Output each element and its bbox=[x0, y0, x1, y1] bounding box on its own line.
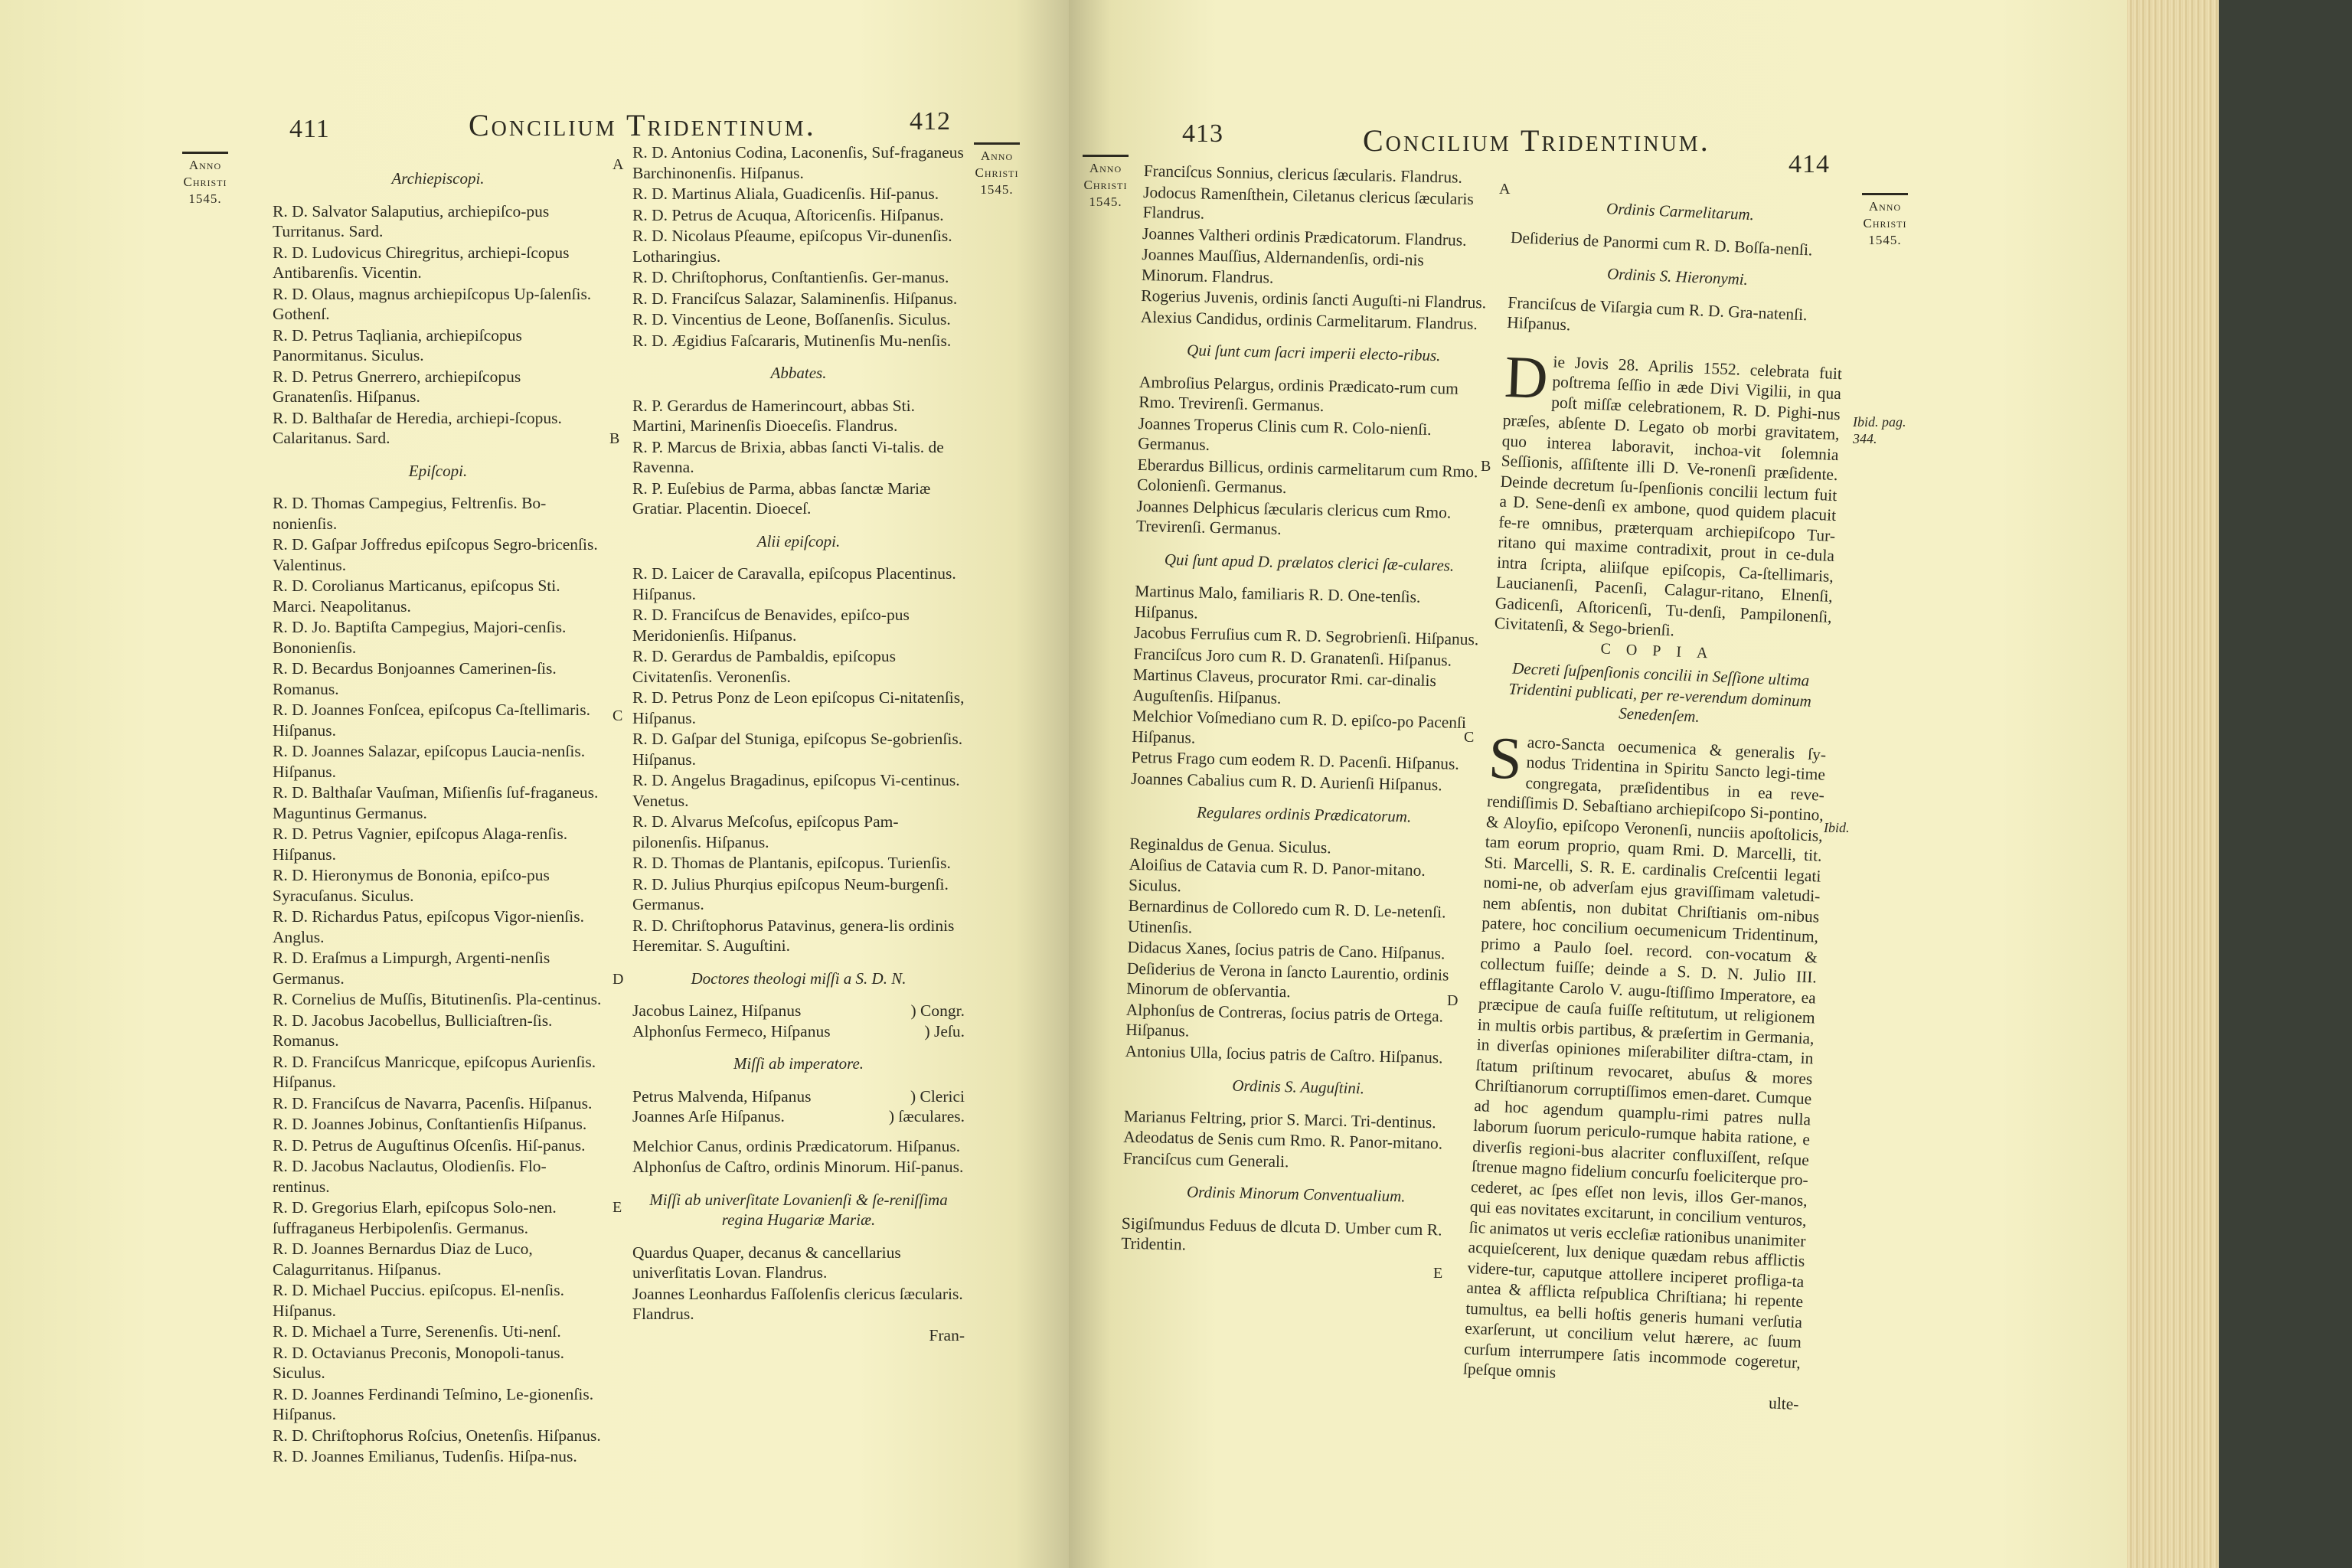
margin-anno: Anno bbox=[188, 158, 222, 172]
drop-cap: D bbox=[1503, 342, 1550, 411]
heading-hieronymi: Ordinis S. Hieronymi. bbox=[1606, 264, 1749, 289]
list-item: Melchior Voſmediano cum R. D. epiſco-po Pacenſi Hiſpanus. bbox=[1132, 706, 1467, 747]
list-item: Adeodatus de Senis cum Rmo. R. Panor-mitano. bbox=[1123, 1127, 1443, 1153]
name-text: Jacobus Lainez, Hiſpanus bbox=[632, 1001, 802, 1020]
list-item: Jodocus Ramenſthein, Ciletanus clericus ſæcularis Flandrus. bbox=[1142, 182, 1475, 223]
list-item: R. D. Corolianus Marticanus, epiſcopus Sti. Marci. Neapolitanus. bbox=[273, 577, 560, 616]
book-binding bbox=[2219, 0, 2352, 1568]
heading-doctores: Doctores theologi miſſi a S. D. N. bbox=[691, 969, 906, 988]
margin-letter-e: E bbox=[1433, 1265, 1443, 1282]
list-item: R. D. Franciſcus Salazar, Salaminenſis. Hiſpanus. bbox=[632, 289, 958, 308]
list-item: Ambroſius Pelargus, ordinis Prædicato-rum cum Rmo. Trevirenſi. Germanus. bbox=[1138, 372, 1459, 415]
margin-letter-d: D bbox=[1447, 992, 1459, 1009]
margin-rule bbox=[1862, 193, 1908, 195]
margin-year-value: 1545. bbox=[980, 182, 1014, 197]
list-item: R. D. Michael Puccius. epiſcopus. El-nenſis. Hiſpanus. bbox=[273, 1281, 564, 1320]
list-item: Martinus Claveus, procurator Rmi. car-dinalis Auguſtenſis. Hiſpanus. bbox=[1132, 665, 1437, 707]
list-item: R. D. Vincentius de Leone, Boſſanenſis. Siculus. bbox=[632, 310, 951, 328]
list-item: Alphonſus de Contreras, ſocius patris de Ortega. Hiſpanus. bbox=[1125, 1000, 1444, 1040]
list-item: R. D. Balthaſar de Heredia, archiepi-ſcopus. Calaritanus. Sard. bbox=[273, 408, 562, 447]
list-item: R. D. Chriſtophorus Roſcius, Onetenſis. Hiſpanus. bbox=[273, 1426, 601, 1445]
heading-missi-imperatore: Miſſi ab imperatore. bbox=[733, 1054, 864, 1073]
list-item: Aloiſius de Catavia cum R. D. Panor-mitano. Siculus. bbox=[1128, 854, 1426, 895]
sacro-paragraph bbox=[1462, 723, 1827, 1393]
list-item: R. D. Octavianus Preconis, Monopoli-tanus. Siculus. bbox=[273, 1343, 564, 1382]
margin-rule bbox=[1083, 155, 1129, 157]
margin-christi: Christi bbox=[1083, 178, 1128, 192]
list-item: R. D. Petrus Vagnier, epiſcopus Alaga-renſis. Hiſpanus. bbox=[273, 825, 568, 864]
margin-letter-c: C bbox=[1464, 729, 1475, 746]
margin-year-value: 1545. bbox=[1868, 233, 1902, 247]
list-item: Rogerius Juvenis, ordinis ſancti Auguſti-ni Flandrus. bbox=[1141, 286, 1487, 312]
heading-archiepiscopi: Archiepiscopi. bbox=[391, 169, 485, 188]
decree-paragraph bbox=[1494, 342, 1843, 647]
name-text: Alphonſus Fermeco, Hiſpanus bbox=[632, 1021, 831, 1040]
list-item: R. P. Euſebius de Parma, abbas ſanctæ Mariæ Gratiar. Placentin. Dioeceſ. bbox=[632, 479, 931, 518]
list-item: Didacus Xanes, ſocius patris de Cano. Hiſpanus. bbox=[1127, 937, 1446, 963]
list-item: Joannes Valtheri ordinis Prædicatorum. Flandrus. bbox=[1142, 224, 1467, 250]
list-item: R. D. Michael a Turre, Serenenſis. Uti-nenſ. bbox=[273, 1322, 561, 1341]
heading-regulares: Regulares ordinis Prædicatorum. bbox=[1196, 802, 1412, 826]
list-item: R. D. Petrus Gnerrero, archiepiſcopus Granatenſis. Hiſpanus. bbox=[273, 367, 521, 406]
heading-conventualium: Ordinis Minorum Conventualium. bbox=[1186, 1182, 1406, 1206]
margin-rule bbox=[182, 152, 228, 154]
margin-year-inner bbox=[974, 142, 1020, 198]
margin-ibid-note: Ibid. bbox=[1824, 820, 1850, 835]
list-item: R. D. Hieronymus de Bononia, epiſco-pus Syracuſanus. Siculus. bbox=[273, 866, 550, 905]
list-item: Antonius Ulla, ſocius patris de Caſtro. Hiſpanus. bbox=[1125, 1041, 1443, 1067]
margin-christi: Christi bbox=[975, 165, 1019, 180]
list-item: Franciſcus Joro cum R. D. Granatenſi. Hiſpanus. bbox=[1133, 644, 1452, 670]
list-item: Joannes Mauſſius, Aldernandenſis, ordi-nis Minorum. Flandrus. bbox=[1141, 244, 1425, 287]
margin-anno: Anno bbox=[1868, 199, 1902, 214]
list-item: R. D. Richardus Patus, epiſcopus Vigor-nienſis. Anglus. bbox=[273, 907, 584, 946]
folio-412: 412 bbox=[910, 107, 951, 136]
list-item: R. P. Marcus de Brixia, abbas ſancti Vi-talis. de Ravenna. bbox=[632, 437, 944, 476]
drop-cap: S bbox=[1487, 723, 1524, 792]
list-item: R. D. Eraſmus a Limpurgh, Argenti-nenſis Germanus. bbox=[273, 949, 550, 988]
list-item: Franciſcus cum Generali. bbox=[1122, 1148, 1289, 1171]
list-item: R. D. Angelus Bragadinus, epiſcopus Vi-centinus. Venetus. bbox=[632, 771, 960, 810]
folio-413: 413 bbox=[1182, 119, 1223, 148]
list-item: R. D. Petrus Ponz de Leon epiſcopus Ci-nitatenſis, Hiſpanus. bbox=[632, 688, 965, 727]
list-item: R. D. Laicer de Caravalla, epiſcopus Placentinus. Hiſpanus. bbox=[632, 564, 956, 603]
heading-augustini: Ordinis S. Auguſtini. bbox=[1232, 1076, 1365, 1098]
list-item: R. D. Salvator Salaputius, archiepiſco-pus Turritanus. Sard. bbox=[273, 201, 550, 240]
list-item: Quardus Quaper, decanus & cancellarius univerſitatis Lovan. Flandrus. bbox=[632, 1243, 901, 1282]
margin-letter-e: E bbox=[612, 1199, 622, 1216]
left-page bbox=[0, 0, 1069, 1568]
list-item: R. D. Joannes Emilianus, Tudenſis. Hiſpa-nus. bbox=[273, 1447, 577, 1465]
heading-abbates: Abbates. bbox=[770, 364, 827, 382]
list-item: R. D. Becardus Bonjoannes Camerinen-ſis. Romanus. bbox=[273, 659, 557, 698]
list-item: R. D. Olaus, magnus archiepiſcopus Up-ſalenſis. Gothenſ. bbox=[273, 284, 592, 323]
list-item: Sigiſmundus Feduus de dlcuta D. Umber cum R. Tridentin. bbox=[1121, 1214, 1442, 1254]
list-item: R. D. Joannes Jobinus, Conſtantienſis Hiſpanus. bbox=[273, 1115, 587, 1133]
margin-anno: Anno bbox=[980, 149, 1014, 163]
list-item: Eberardus Billicus, ordinis carmelitarum cum Rmo. Colonienſi. Germanus. bbox=[1136, 455, 1478, 497]
list-item: Alphonſus de Caſtro, ordinis Minorum. Hiſ-panus. bbox=[632, 1158, 964, 1176]
list-item: Franciſcus Sonnius, clericus ſæcularis. Flandrus. bbox=[1143, 161, 1463, 187]
margin-christi: Christi bbox=[183, 175, 227, 189]
list-item: R. D. Balthaſar Vauſman, Miſienſis ſuf-fraganeus. Maguntinus Germanus. bbox=[273, 783, 599, 822]
bracket-note: ) Congr. bbox=[910, 1001, 965, 1020]
column-413 bbox=[1121, 161, 1491, 1262]
sacro-text: acro-Sancta oecumenica & generalis ſy-nodus Tridentina in Spiritu Sancto legi-time congregata, præſidentibus in ea reve-rendiſſimis D. Sebaſtiano archiepiſcopo Si-pontino, & Aloyſio, epiſcopo Veronenſi, nunciis apoſtolicis, tam eorum proprio, quam Rmi. D. Marcelli, tit. Sti. Marcelli, S. R. E. cardinalis Creſcentii legati nomi-ne, ob adverſam ejus graviſſimam valetudi-nem abſentis, non dubitat Chriſtianis om-nibus patere, hoc concilium oecumenicum Tridentinum, primo a Paulo ſoel. record. con-vocatum & collectum fuiſſe; deinde a S. D. N. Julio III. efflagitante Carolo V. augu-ſtiſſimo Imperatore, ea præcipue de cauſa fuiſſe reſtitutum, ut religionem in multis orbis partibus, & præſertim in Germania, in diverſas opiniones miſerabiliter diſtra-ctam, in ſtatum priſtinum revocaret, abuſus & mores Chriſtianorum corruptiſſimos emen-daret. Cumque ad hoc agendum quamplu-rimi patres nulla laborum ſuorum periculo-rumque habita ratione, e diverſis regioni-bus alacriter confluxiſſent, reſque ſtrenue magno fidelium concurſu foeliciterque pro-cederet, ac ſpes eſſet non levis, illos Ger-manos, qui eas novitates excitarunt, in concilium venturos, ſic animatos ut veris eccleſiæ rationibus unanimiter acquieſcerent, lux denique quædam rebus afflictis videre-tur, caputque attollere inciperet profliga-ta antea & afflicta reſpublica Chriſtiana; hi repente tumultus, ea belli hoſtis generis humani verſutia exarſerunt, ut concilium velut hærere, ac ſuum curſum interrumpere ſatis incommode cogeretur, ſpeſque omnis bbox=[1462, 732, 1827, 1382]
right-page bbox=[1069, 0, 2127, 1568]
catchword: Fran- bbox=[929, 1325, 965, 1344]
margin-year-inner-right bbox=[1083, 155, 1129, 211]
list-item: Franciſcus de Viſargia cum R. D. Gra-natenſi. Hiſpanus. bbox=[1506, 292, 1808, 335]
list-item: R. D. Ludovicus Chiregritus, archiepi-ſcopus Antibarenſis. Vicentin. bbox=[273, 243, 570, 282]
margin-letter-a: A bbox=[612, 156, 624, 173]
list-item: Marianus Feltring, prior S. Marci. Tri-dentinus. bbox=[1123, 1106, 1436, 1132]
list-item: Alexius Candidus, ordinis Carmelitarum. Flandrus. bbox=[1140, 307, 1478, 333]
list-item: R. D. Jo. Baptiſta Campegius, Majori-cenſis. Bononienſis. bbox=[273, 618, 567, 657]
folio-414: 414 bbox=[1788, 150, 1830, 178]
decree-text: ie Jovis 28. Aprilis 1552. celebrata fuit poſtrema ſeſſio in æde Divi Vigilii, in qua poſt miſſæ celebrationem, R. D. Pighi-nus præſes, abſente D. Legato ob morbi gravitatem, quo interea laboravit, inchoa-vit ſolemnia Seſſionis, aſſiſtente illi D. Ve-ronenſi præſidente. Deinde decretum ſu-ſpenſionis concilii lectum fuit a D. Sene-denſi ex ambone, quod quidem placuit fe-re omnibus, præterquam archiepiſcopo Tur-ritano qui maxime contradixit, prout in ce-dula intra ſcripta, aliiſque epiſcopis, Ca-ſtellimaris, Laucianenſi, Pacenſi, Calagur-ritano, Elnenſi, Gadicenſi, Aſtoricenſi, Tu-denſi, Pampilonenſi, Civitatenſi, & Sego-brienſi. bbox=[1494, 351, 1843, 640]
list-item: R. D. Petrus de Auguſtinus Oſcenſis. Hiſ-panus. bbox=[273, 1135, 586, 1155]
margin-year-left bbox=[182, 152, 228, 207]
list-item: R. D. Joannes Fonſcea, epiſcopus Ca-ſtellimaris. Hiſpanus. bbox=[273, 701, 590, 740]
list-item: R. D. Gaſpar del Stuniga, epiſcopus Se-gobrienſis. Hiſpanus. bbox=[632, 730, 963, 769]
list-item: Joannes Leonhardus Faſſolenſis clericus ſæcularis. Flandrus. bbox=[632, 1284, 963, 1323]
name-text: Petrus Malvenda, Hiſpanus bbox=[632, 1086, 812, 1106]
copia-heading: COPIA bbox=[1600, 639, 1723, 662]
list-item: R. D. Gerardus de Pambaldis, epiſcopus Civitatenſis. Veronenſis. bbox=[632, 647, 896, 686]
list-item: Bernardinus de Colloredo cum R. D. Le-netenſi. Utinenſis. bbox=[1127, 896, 1446, 937]
margin-year-value: 1545. bbox=[188, 191, 222, 206]
list-item: Melchior Canus, ordinis Prædicatorum. Hiſpanus. bbox=[632, 1136, 961, 1155]
margin-letter-b: B bbox=[609, 430, 620, 447]
column-412 bbox=[632, 142, 965, 1346]
bracket-note: ) Clerici bbox=[910, 1086, 965, 1106]
margin-letter-b: B bbox=[1481, 458, 1491, 475]
margin-letter-c: C bbox=[612, 707, 623, 724]
list-item bbox=[632, 1086, 965, 1107]
folio-411: 411 bbox=[289, 115, 330, 143]
running-head-left: Concilium Tridentinum. bbox=[469, 108, 816, 142]
list-item bbox=[632, 1001, 965, 1021]
margin-ibid-note: Ibid. pag. 344. bbox=[1853, 414, 1906, 446]
list-item: R. D. Martinus Aliala, Guadicenſis. Hiſ-panus. bbox=[632, 185, 939, 203]
heading-electores: Qui ſunt cum ſacri imperii electo-ribus. bbox=[1186, 341, 1441, 365]
list-item: R. D. Gregorius Elarh, epiſcopus Solo-nen. ſuffraganeus Herbipolenſis. Germanus. bbox=[273, 1198, 557, 1237]
list-item: R. D. Joannes Bernardus Diaz de Luco, Calagurritanus. Hiſpanus. bbox=[273, 1240, 533, 1279]
list-item: Deſiderius de Panormi cum R. D. Boſſa-nenſi. bbox=[1510, 227, 1813, 259]
list-item: R. D. Chriſtophorus, Conſtantienſis. Ger-manus. bbox=[632, 268, 949, 286]
list-item: R. D. Thomas de Plantanis, epiſcopus. Turienſis. bbox=[632, 854, 951, 872]
list-item: R. D. Gaſpar Joffredus epiſcopus Segro-bricenſis. Valentinus. bbox=[273, 535, 598, 574]
running-head-right: Concilium Tridentinum. bbox=[1363, 123, 1710, 158]
list-item: Martinus Malo, familiaris R. D. One-tenſis. Hiſpanus. bbox=[1134, 581, 1421, 622]
list-item: R. P. Gerardus de Hamerincourt, abbas Sti. Martini, Marinenſis Dioeceſis. Flandrus. bbox=[632, 396, 916, 435]
column-414 bbox=[1462, 182, 1849, 1415]
list-item: R. D. Joannes Salazar, epiſcopus Laucia-nenſis. Hiſpanus. bbox=[273, 742, 586, 781]
heading-praelatos: Qui ſunt apud D. prælatos clerici ſæ-culares. bbox=[1164, 550, 1455, 575]
margin-year-value: 1545. bbox=[1089, 194, 1122, 209]
list-item: Joannes Delphicus ſæcularis clericus cum Rmo. Trevirenſi. Germanus. bbox=[1135, 496, 1452, 538]
list-item: R. D. Franciſcus de Navarra, Pacenſis. Hiſpanus. bbox=[273, 1093, 593, 1112]
catchword: ulte- bbox=[1768, 1393, 1800, 1413]
list-item: Reginaldus de Genua. Siculus. bbox=[1129, 834, 1331, 857]
heading-missi-universitate: Miſſi ab univerſitate Lovanienſi & ſe-reniſſima regina Hugariæ Mariæ. bbox=[649, 1190, 948, 1229]
heading-alii-episcopi: Alii epiſcopi. bbox=[756, 531, 841, 550]
copia-subtitle: Decreti ſuſpenſionis concilii in Seſſione ultima Tridentini publicati, per re-verendum dominum Senedenſem. bbox=[1508, 658, 1812, 726]
name-text: Joannes Arſe Hiſpanus. bbox=[632, 1107, 785, 1125]
margin-anno: Anno bbox=[1089, 161, 1122, 175]
list-item: R. D. Franciſcus de Benavides, epiſco-pus Meridonienſis. Hiſpanus. bbox=[632, 606, 910, 645]
list-item: R. D. Petrus de Acuqua, Aſtoricenſis. Hiſpanus. bbox=[632, 205, 944, 224]
margin-letter-d: D bbox=[612, 971, 624, 988]
list-item: R. Cornelius de Muſſis, Bitutinenſis. Pla-centinus. bbox=[273, 990, 602, 1008]
list-item: R. D. Chriſtophorus Patavinus, genera-lis ordinis Heremitar. S. Auguſtini. bbox=[632, 916, 955, 955]
list-item: R. D. Antonius Codina, Laconenſis, Suf-fraganeus Barchinonenſis. Hiſpanus. bbox=[632, 143, 964, 182]
margin-letter-a: A bbox=[1499, 181, 1511, 198]
list-item bbox=[632, 1106, 965, 1127]
list-item: Jacobus Ferruſius cum R. D. Segrobrienſi. Hiſpanus. bbox=[1133, 622, 1479, 649]
list-item: R. D. Ægidius Faſcararis, Mutinenſis Mu-nenſis. bbox=[632, 331, 952, 350]
margin-christi: Christi bbox=[1863, 216, 1907, 230]
list-item: R. D. Joannes Ferdinandi Teſmino, Le-gionenſis. Hiſpanus. bbox=[273, 1384, 594, 1423]
bracket-note: ) Jeſu. bbox=[924, 1021, 965, 1040]
book-page-edges bbox=[2127, 0, 2221, 1568]
list-item: Deſiderius de Verona in ſancto Laurentio, ordinis Minorum de obſervantia. bbox=[1126, 959, 1449, 1001]
list-item: R. D. Jacobus Jacobellus, Bulliciaſtren-ſis. Romanus. bbox=[273, 1011, 553, 1050]
list-item: Petrus Frago cum eodem R. D. Pacenſi. Hiſpanus. bbox=[1131, 747, 1459, 773]
margin-year-right bbox=[1862, 193, 1908, 249]
heading-episcopi: Epiſcopi. bbox=[408, 461, 468, 480]
list-item: Joannes Troperus Clinis cum R. Colo-nienſi. Germanus. bbox=[1138, 413, 1432, 454]
list-item bbox=[632, 1021, 965, 1042]
list-item: R. D. Julius Phurqius epiſcopus Neum-burgenſi. Germanus. bbox=[632, 874, 949, 913]
column-411 bbox=[273, 156, 603, 1468]
margin-rule bbox=[974, 142, 1020, 145]
list-item: R. D. Jacobus Naclautus, Olodienſis. Flo-rentinus. bbox=[273, 1157, 547, 1196]
list-item: Joannes Cabalius cum R. D. Aurienſi Hiſpanus. bbox=[1130, 769, 1442, 794]
list-item: R. D. Franciſcus Manricque, epiſcopus Aurienſis. Hiſpanus. bbox=[273, 1052, 596, 1091]
list-item: R. D. Petrus Taqliania, archiepiſcopus Panormitanus. Siculus. bbox=[273, 325, 522, 364]
list-item: R. D. Alvarus Meſcoſus, epiſcopus Pam-pilonenſis. Hiſpanus. bbox=[632, 812, 899, 851]
heading-carmelitarum: Ordinis Carmelitarum. bbox=[1606, 199, 1755, 224]
list-item: R. D. Nicolaus Pſeaume, epiſcopus Vir-dunenſis. Lotharingius. bbox=[632, 227, 952, 266]
bracket-note: ) ſæculares. bbox=[888, 1107, 965, 1125]
list-item: R. D. Thomas Campegius, Feltrenſis. Bo-nonienſis. bbox=[273, 494, 547, 533]
